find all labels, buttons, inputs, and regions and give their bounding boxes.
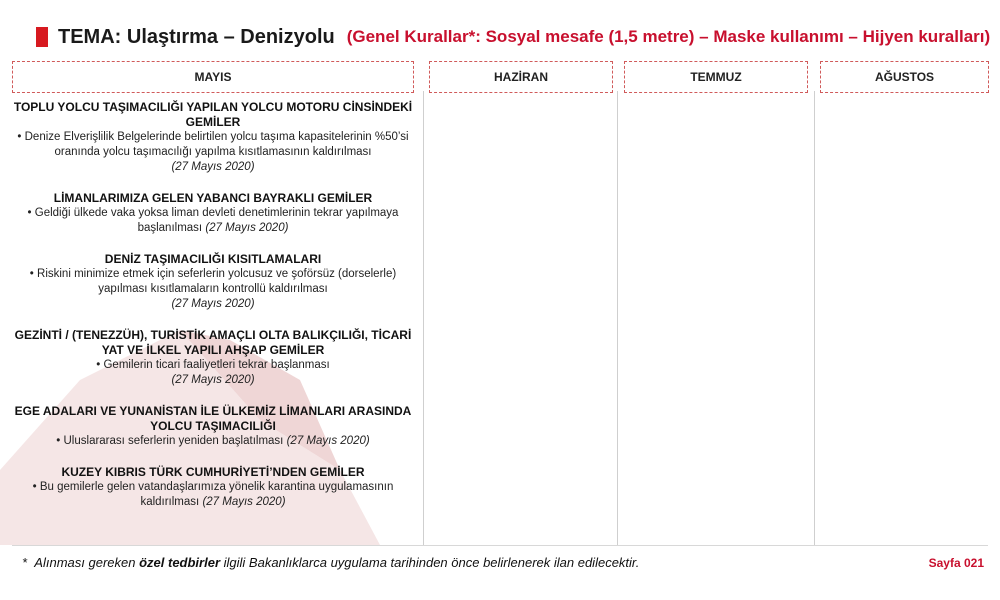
column-header-june: HAZİRAN	[429, 61, 613, 93]
list-item	[12, 465, 414, 510]
item-body: • Uluslararası seferlerin yeniden başlatılması (27 Mayıs 2020)	[56, 435, 370, 447]
column-divider	[617, 91, 618, 545]
item-title: LİMANLARIMIZA GELEN YABANCI BAYRAKLI GEMİLER	[53, 191, 373, 205]
column-divider	[423, 91, 424, 545]
item-body: • Gemilerin ticari faaliyetleri tekrar başlanması (27 Mayıs 2020)	[96, 359, 330, 386]
item-date: (27 Mayıs 2020)	[205, 222, 289, 234]
column-header-august: AĞUSTOS	[820, 61, 989, 93]
item-date: (27 Mayıs 2020)	[171, 161, 255, 173]
item-title: EGE ADALARI VE YUNANİSTAN İLE ÜLKEMİZ LİMANLARI ARASINDA YOLCU TAŞIMACILIĞI	[14, 404, 412, 433]
column-divider	[814, 91, 815, 545]
item-body: • Bu gemilerle gelen vatandaşlarımıza yönelik karantina uygulamasının kaldırılması (27 Mayıs 2020)	[32, 481, 394, 508]
footer-note: * Alınması gereken özel tedbirler ilgili Bakanlıklarca uygulama tarihinden önce belirlenerek ilan edilecektir.	[22, 555, 640, 570]
title-marker-icon	[36, 27, 48, 47]
item-date: (27 Mayıs 2020)	[286, 435, 370, 447]
column-header-may: MAYIS	[12, 61, 414, 93]
item-date: (27 Mayıs 2020)	[171, 298, 255, 310]
page-number: Sayfa 021	[928, 556, 984, 570]
item-date: (27 Mayıs 2020)	[171, 374, 255, 386]
item-body: • Denize Elverişlilik Belgelerinde belirtilen yolcu taşıma kapasitelerinin %50’si oranında yolcu taşımacılığı yapılma kısıtlamasının kaldırılması (27 Mayıs 2020)	[17, 131, 409, 173]
item-title: KUZEY KIBRIS TÜRK CUMHURİYETİ’NDEN GEMİLER	[61, 465, 365, 479]
item-title: GEZİNTİ / (TENEZZÜH), TURİSTİK AMAÇLI OLTA BALIKÇILIĞI, TİCARİ YAT VE İLKEL YAPILI AHŞAP GEMİLER	[14, 328, 412, 357]
list-item	[12, 100, 414, 175]
footer-note-emphasis: özel tedbirler	[139, 555, 221, 570]
column-header-july: TEMMUZ	[624, 61, 808, 93]
may-column-content	[12, 100, 414, 526]
footnote-star: *	[22, 555, 28, 570]
item-title: TOPLU YOLCU TAŞIMACILIĞI YAPILAN YOLCU MOTORU CİNSİNDEKİ GEMİLER	[13, 100, 413, 129]
header	[36, 22, 990, 52]
page-title: TEMA: Ulaştırma – Denizyolu	[58, 25, 335, 48]
bottom-divider	[12, 545, 988, 546]
item-date: (27 Mayıs 2020)	[202, 496, 286, 508]
item-body: • Riskini minimize etmek için seferlerin yolcusuz ve şoförsüz (dorselerle) yapılması kısıtlamaların kontrollü kaldırılması (27 Mayıs 2020)	[29, 268, 397, 310]
list-item	[12, 328, 414, 388]
list-item	[12, 191, 414, 236]
item-body: • Geldiği ülkede vaka yoksa liman devleti denetimlerinin tekrar yapılmaya başlanılması (27 Mayıs 2020)	[27, 207, 399, 234]
general-rules: (Genel Kurallar*: Sosyal mesafe (1,5 metre) – Maske kullanımı – Hijyen kuralları)	[346, 27, 991, 46]
list-item	[12, 404, 414, 449]
item-title: DENİZ TAŞIMACILIĞI KISITLAMALARI	[104, 252, 322, 266]
list-item	[12, 252, 414, 312]
